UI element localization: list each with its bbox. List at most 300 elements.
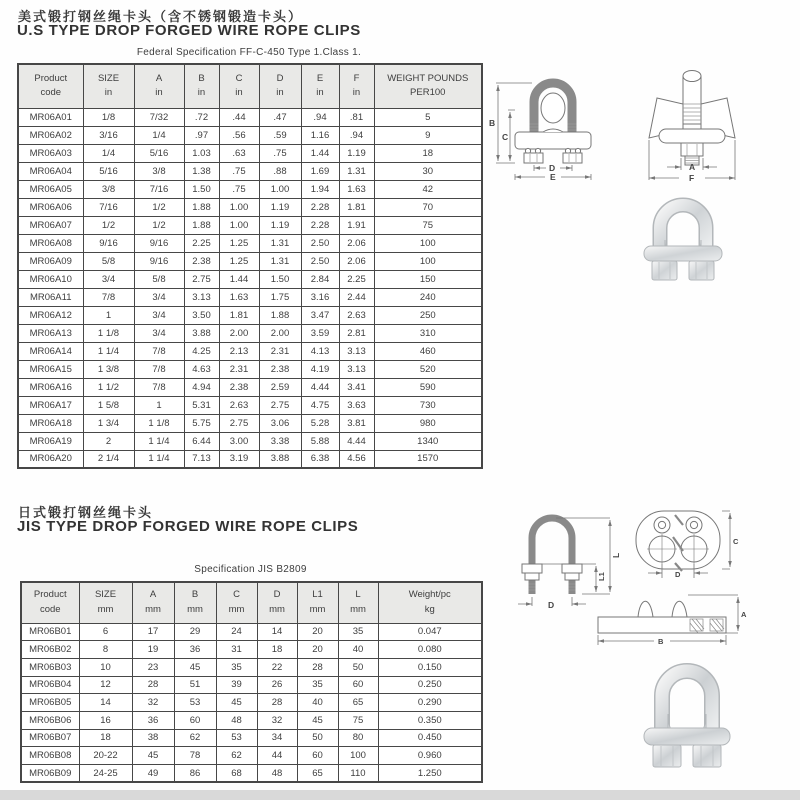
spec-value-cell: 1.19 xyxy=(259,216,301,234)
spec-value-cell: 1.44 xyxy=(301,144,339,162)
spec-value-cell: 3/4 xyxy=(83,270,134,288)
spec-value-cell: 7/8 xyxy=(134,378,184,396)
spec-value-cell: .81 xyxy=(339,108,374,126)
page-bottom-edge xyxy=(0,790,800,800)
us-section-title-english: U.S TYPE DROP FORGED WIRE ROPE CLIPS xyxy=(17,22,361,39)
spec-value-cell: 3/8 xyxy=(134,162,184,180)
spec-value-cell: 1340 xyxy=(374,432,482,450)
spec-value-cell: 62 xyxy=(216,747,257,765)
column-header: D mm xyxy=(257,582,297,623)
spec-value-cell: .94 xyxy=(339,126,374,144)
us-clip-side-diagram xyxy=(637,66,747,186)
spec-value-cell: 38 xyxy=(132,729,174,747)
spec-value-cell: 1570 xyxy=(374,450,482,468)
spec-value-cell: 20-22 xyxy=(79,747,132,765)
product-code-cell: MR06B08 xyxy=(21,747,79,765)
spec-value-cell: 2.28 xyxy=(301,198,339,216)
column-header: SIZE mm xyxy=(79,582,132,623)
jis-dim-label-d-top: D xyxy=(675,570,681,579)
spec-value-cell: 80 xyxy=(338,729,378,747)
column-header: F in xyxy=(339,64,374,108)
spec-value-cell: 40 xyxy=(338,641,378,659)
spec-value-cell: 2.59 xyxy=(259,378,301,396)
spec-value-cell: 1.31 xyxy=(339,162,374,180)
spec-value-cell: 1 3/4 xyxy=(83,414,134,432)
spec-value-cell: 2.25 xyxy=(339,270,374,288)
spec-value-cell: 45 xyxy=(174,658,216,676)
spec-value-cell: 5/8 xyxy=(83,252,134,270)
spec-value-cell: 18 xyxy=(257,641,297,659)
spec-value-cell: 2.31 xyxy=(259,342,301,360)
spec-value-cell: 5.31 xyxy=(184,396,219,414)
product-code-cell: MR06B07 xyxy=(21,729,79,747)
spec-value-cell: 60 xyxy=(174,711,216,729)
table-row xyxy=(21,729,482,747)
spec-value-cell: 3.88 xyxy=(259,450,301,468)
spec-value-cell: 1.00 xyxy=(219,216,259,234)
spec-value-cell: 75 xyxy=(338,711,378,729)
spec-value-cell: 14 xyxy=(79,694,132,712)
table-row xyxy=(18,162,482,180)
spec-value-cell: 100 xyxy=(374,234,482,252)
table-row xyxy=(18,324,482,342)
spec-value-cell: 28 xyxy=(132,676,174,694)
spec-value-cell: 0.080 xyxy=(378,641,482,659)
spec-value-cell: 3.19 xyxy=(219,450,259,468)
spec-value-cell: 42 xyxy=(374,180,482,198)
table-row xyxy=(18,342,482,360)
table-row xyxy=(18,414,482,432)
column-header: Weight/pc kg xyxy=(378,582,482,623)
spec-value-cell: 60 xyxy=(297,747,338,765)
spec-value-cell: 1.19 xyxy=(259,198,301,216)
spec-value-cell: 1.81 xyxy=(339,198,374,216)
spec-value-cell: 4.56 xyxy=(339,450,374,468)
table-row xyxy=(18,360,482,378)
spec-value-cell: 7/16 xyxy=(134,180,184,198)
spec-value-cell: 3.63 xyxy=(339,396,374,414)
product-code-cell: MR06A05 xyxy=(18,180,83,198)
spec-value-cell: 2.06 xyxy=(339,234,374,252)
spec-value-cell: 2.38 xyxy=(219,378,259,396)
table-row xyxy=(18,216,482,234)
spec-value-cell: 0.150 xyxy=(378,658,482,676)
spec-value-cell: 1.25 xyxy=(219,234,259,252)
spec-value-cell: 14 xyxy=(257,623,297,641)
table-row xyxy=(21,676,482,694)
spec-value-cell: .88 xyxy=(259,162,301,180)
column-header: Product code xyxy=(18,64,83,108)
product-code-cell: MR06A03 xyxy=(18,144,83,162)
spec-value-cell: 1/2 xyxy=(134,198,184,216)
spec-value-cell: 730 xyxy=(374,396,482,414)
product-code-cell: MR06A13 xyxy=(18,324,83,342)
table-row xyxy=(21,765,482,783)
spec-value-cell: 86 xyxy=(174,765,216,783)
spec-value-cell: 2.50 xyxy=(301,234,339,252)
spec-value-cell: 32 xyxy=(132,694,174,712)
spec-value-cell: 7/8 xyxy=(134,360,184,378)
spec-value-cell: 44 xyxy=(257,747,297,765)
spec-value-cell: 5/16 xyxy=(83,162,134,180)
product-code-cell: MR06A07 xyxy=(18,216,83,234)
spec-value-cell: 18 xyxy=(374,144,482,162)
spec-value-cell: 5.75 xyxy=(184,414,219,432)
spec-value-cell: 12 xyxy=(79,676,132,694)
spec-value-cell: 3.38 xyxy=(259,432,301,450)
table-row xyxy=(18,270,482,288)
spec-value-cell: 62 xyxy=(174,729,216,747)
spec-value-cell: 2 1/4 xyxy=(83,450,134,468)
spec-value-cell: .44 xyxy=(219,108,259,126)
spec-value-cell: 3.00 xyxy=(219,432,259,450)
column-header: B in xyxy=(184,64,219,108)
us-product-photo xyxy=(618,188,748,293)
spec-value-cell: 0.047 xyxy=(378,623,482,641)
table-row xyxy=(18,198,482,216)
spec-value-cell: 1.69 xyxy=(301,162,339,180)
spec-value-cell: 31 xyxy=(216,641,257,659)
product-code-cell: MR06A02 xyxy=(18,126,83,144)
spec-value-cell: 5 xyxy=(374,108,482,126)
spec-value-cell: 70 xyxy=(374,198,482,216)
spec-value-cell: 1.16 xyxy=(301,126,339,144)
spec-value-cell: 2.00 xyxy=(259,324,301,342)
spec-value-cell: .56 xyxy=(219,126,259,144)
spec-value-cell: 2.63 xyxy=(219,396,259,414)
spec-value-cell: 1/8 xyxy=(83,108,134,126)
product-code-cell: MR06B09 xyxy=(21,765,79,783)
column-header: B mm xyxy=(174,582,216,623)
spec-value-cell: 4.75 xyxy=(301,396,339,414)
spec-value-cell: 2.38 xyxy=(184,252,219,270)
product-code-cell: MR06B04 xyxy=(21,676,79,694)
spec-value-cell: 250 xyxy=(374,306,482,324)
spec-value-cell: 36 xyxy=(174,641,216,659)
spec-value-cell: 2.63 xyxy=(339,306,374,324)
spec-value-cell: 240 xyxy=(374,288,482,306)
spec-value-cell: 1 5/8 xyxy=(83,396,134,414)
column-header: Product code xyxy=(21,582,79,623)
table-row xyxy=(18,108,482,126)
spec-value-cell: 1 1/8 xyxy=(134,414,184,432)
spec-value-cell: 35 xyxy=(297,676,338,694)
spec-value-cell: 1.31 xyxy=(259,234,301,252)
header-row xyxy=(21,582,482,623)
spec-value-cell: 1 xyxy=(134,396,184,414)
table-row xyxy=(18,306,482,324)
spec-value-cell: 16 xyxy=(79,711,132,729)
spec-value-cell: 53 xyxy=(174,694,216,712)
spec-value-cell: 2.50 xyxy=(301,252,339,270)
spec-value-cell: 1.81 xyxy=(219,306,259,324)
spec-value-cell: 3.13 xyxy=(184,288,219,306)
header-row xyxy=(18,64,482,108)
spec-value-cell: 150 xyxy=(374,270,482,288)
spec-value-cell: .75 xyxy=(219,180,259,198)
spec-value-cell: 1.00 xyxy=(219,198,259,216)
spec-value-cell: 0.290 xyxy=(378,694,482,712)
spec-value-cell: 17 xyxy=(132,623,174,641)
spec-value-cell: 0.450 xyxy=(378,729,482,747)
column-header: L mm xyxy=(338,582,378,623)
spec-value-cell: 310 xyxy=(374,324,482,342)
spec-value-cell: 9/16 xyxy=(83,234,134,252)
product-code-cell: MR06B01 xyxy=(21,623,79,641)
spec-value-cell: 2.38 xyxy=(259,360,301,378)
product-code-cell: MR06B02 xyxy=(21,641,79,659)
spec-value-cell: 3.47 xyxy=(301,306,339,324)
spec-value-cell: 4.44 xyxy=(339,432,374,450)
product-code-cell: MR06A08 xyxy=(18,234,83,252)
spec-value-cell: 3.06 xyxy=(259,414,301,432)
spec-value-cell: 7/8 xyxy=(134,342,184,360)
column-header: C in xyxy=(219,64,259,108)
spec-value-cell: 1 1/2 xyxy=(83,378,134,396)
spec-value-cell: 34 xyxy=(257,729,297,747)
spec-value-cell: 1/4 xyxy=(134,126,184,144)
spec-value-cell: 3/8 xyxy=(83,180,134,198)
spec-value-cell: 1 xyxy=(83,306,134,324)
spec-value-cell: 3/16 xyxy=(83,126,134,144)
jis-spec-note: Specification JIS B2809 xyxy=(194,564,307,575)
table-row xyxy=(21,658,482,676)
spec-value-cell: 19 xyxy=(132,641,174,659)
spec-value-cell: 590 xyxy=(374,378,482,396)
spec-value-cell: 100 xyxy=(338,747,378,765)
table-row xyxy=(18,234,482,252)
us-dim-label-b: B xyxy=(489,118,496,128)
us-dim-label-a: A xyxy=(689,162,696,172)
spec-value-cell: 45 xyxy=(132,747,174,765)
spec-value-cell: 50 xyxy=(297,729,338,747)
spec-value-cell: 3.88 xyxy=(184,324,219,342)
us-clip-front-diagram xyxy=(488,66,623,186)
spec-value-cell: 1.63 xyxy=(339,180,374,198)
table-row xyxy=(21,747,482,765)
us-dim-label-c: C xyxy=(502,132,509,142)
spec-value-cell: 1.38 xyxy=(184,162,219,180)
product-code-cell: MR06A10 xyxy=(18,270,83,288)
jis-dim-label-c: C xyxy=(733,537,739,546)
product-code-cell: MR06A04 xyxy=(18,162,83,180)
spec-value-cell: 0.350 xyxy=(378,711,482,729)
table-row xyxy=(18,252,482,270)
spec-value-cell: 36 xyxy=(132,711,174,729)
spec-value-cell: 6.44 xyxy=(184,432,219,450)
spec-value-cell: 100 xyxy=(374,252,482,270)
spec-value-cell: 1.250 xyxy=(378,765,482,783)
table-row xyxy=(18,378,482,396)
spec-value-cell: 0.250 xyxy=(378,676,482,694)
spec-value-cell: 20 xyxy=(297,623,338,641)
spec-value-cell: 1 1/4 xyxy=(83,342,134,360)
spec-value-cell: 4.94 xyxy=(184,378,219,396)
spec-value-cell: 2.31 xyxy=(219,360,259,378)
spec-value-cell: 4.25 xyxy=(184,342,219,360)
spec-value-cell: 2.00 xyxy=(219,324,259,342)
spec-value-cell: 1 1/4 xyxy=(134,432,184,450)
product-code-cell: MR06B03 xyxy=(21,658,79,676)
spec-value-cell: 60 xyxy=(338,676,378,694)
spec-value-cell: 1.25 xyxy=(219,252,259,270)
table-row xyxy=(21,711,482,729)
product-code-cell: MR06A19 xyxy=(18,432,83,450)
spec-value-cell: 2.75 xyxy=(219,414,259,432)
spec-value-cell: 45 xyxy=(216,694,257,712)
column-header: A in xyxy=(134,64,184,108)
spec-value-cell: 23 xyxy=(132,658,174,676)
spec-value-cell: 4.19 xyxy=(301,360,339,378)
product-code-cell: MR06A18 xyxy=(18,414,83,432)
spec-value-cell: 65 xyxy=(338,694,378,712)
column-header: SIZE in xyxy=(83,64,134,108)
column-header: E in xyxy=(301,64,339,108)
jis-product-photo xyxy=(622,648,752,783)
table-row xyxy=(18,144,482,162)
table-row xyxy=(18,126,482,144)
jis-dim-label-b: B xyxy=(658,637,664,646)
spec-value-cell: 28 xyxy=(257,694,297,712)
column-header: WEIGHT POUNDS PER100 xyxy=(374,64,482,108)
spec-value-cell: 9/16 xyxy=(134,252,184,270)
spec-value-cell: 22 xyxy=(257,658,297,676)
spec-value-cell: 3.16 xyxy=(301,288,339,306)
table-row xyxy=(18,288,482,306)
product-code-cell: MR06A17 xyxy=(18,396,83,414)
spec-value-cell: .94 xyxy=(301,108,339,126)
spec-value-cell: 3.50 xyxy=(184,306,219,324)
spec-value-cell: 8 xyxy=(79,641,132,659)
spec-value-cell: 4.13 xyxy=(301,342,339,360)
spec-value-cell: 9/16 xyxy=(134,234,184,252)
table-row xyxy=(21,623,482,641)
spec-value-cell: 3.81 xyxy=(339,414,374,432)
spec-value-cell: 1/4 xyxy=(83,144,134,162)
spec-value-cell: 7/16 xyxy=(83,198,134,216)
spec-value-cell: 40 xyxy=(297,694,338,712)
spec-value-cell: 53 xyxy=(216,729,257,747)
spec-value-cell: 2.81 xyxy=(339,324,374,342)
product-code-cell: MR06A12 xyxy=(18,306,83,324)
spec-value-cell: 6.38 xyxy=(301,450,339,468)
jis-dim-label-l: L xyxy=(611,552,621,558)
us-dim-label-d: D xyxy=(549,163,556,173)
spec-value-cell: 4.44 xyxy=(301,378,339,396)
spec-value-cell: 7.13 xyxy=(184,450,219,468)
product-code-cell: MR06B05 xyxy=(21,694,79,712)
spec-value-cell: 2.13 xyxy=(219,342,259,360)
spec-value-cell: 5/16 xyxy=(134,144,184,162)
spec-value-cell: .72 xyxy=(184,108,219,126)
spec-value-cell: 78 xyxy=(174,747,216,765)
spec-value-cell: 28 xyxy=(297,658,338,676)
spec-value-cell: 2.75 xyxy=(259,396,301,414)
spec-value-cell: 5.28 xyxy=(301,414,339,432)
spec-value-cell: 29 xyxy=(174,623,216,641)
jis-section-title-english: JIS TYPE DROP FORGED WIRE ROPE CLIPS xyxy=(17,518,359,535)
spec-value-cell: .59 xyxy=(259,126,301,144)
spec-value-cell: 3.13 xyxy=(339,360,374,378)
spec-value-cell: 75 xyxy=(374,216,482,234)
spec-value-cell: 2.25 xyxy=(184,234,219,252)
jis-clip-top-diagram xyxy=(630,503,740,583)
table-row xyxy=(21,694,482,712)
product-code-cell: MR06A11 xyxy=(18,288,83,306)
column-header: L1 mm xyxy=(297,582,338,623)
spec-value-cell: 32 xyxy=(257,711,297,729)
spec-value-cell: .75 xyxy=(259,144,301,162)
spec-value-cell: 3.59 xyxy=(301,324,339,342)
spec-value-cell: 4.63 xyxy=(184,360,219,378)
spec-value-cell: 1.31 xyxy=(259,252,301,270)
column-header: D in xyxy=(259,64,301,108)
spec-value-cell: 1.19 xyxy=(339,144,374,162)
spec-value-cell: 1.44 xyxy=(219,270,259,288)
spec-value-cell: 1.91 xyxy=(339,216,374,234)
spec-value-cell: 520 xyxy=(374,360,482,378)
spec-value-cell: 3/4 xyxy=(134,306,184,324)
spec-value-cell: 39 xyxy=(216,676,257,694)
spec-value-cell: 2.06 xyxy=(339,252,374,270)
spec-value-cell: 460 xyxy=(374,342,482,360)
spec-value-cell: .75 xyxy=(219,162,259,180)
product-code-cell: MR06A01 xyxy=(18,108,83,126)
spec-value-cell: 1.94 xyxy=(301,180,339,198)
spec-value-cell: 1/2 xyxy=(134,216,184,234)
spec-value-cell: 1.03 xyxy=(184,144,219,162)
spec-value-cell: 45 xyxy=(297,711,338,729)
spec-value-cell: 3/4 xyxy=(134,288,184,306)
spec-value-cell: 1/2 xyxy=(83,216,134,234)
spec-value-cell: 1.75 xyxy=(259,288,301,306)
table-row xyxy=(18,180,482,198)
spec-value-cell: 110 xyxy=(338,765,378,783)
jis-spec-table xyxy=(20,581,483,783)
spec-value-cell: 6 xyxy=(79,623,132,641)
spec-value-cell: 24 xyxy=(216,623,257,641)
column-header: A mm xyxy=(132,582,174,623)
spec-value-cell: 1 3/8 xyxy=(83,360,134,378)
spec-value-cell: 9 xyxy=(374,126,482,144)
spec-value-cell: 0.960 xyxy=(378,747,482,765)
jis-section-title-chinese: 日式锻打钢丝绳卡头 xyxy=(18,505,154,520)
spec-value-cell: 1.88 xyxy=(184,198,219,216)
spec-value-cell: 1 1/4 xyxy=(134,450,184,468)
table-row xyxy=(21,641,482,659)
spec-value-cell: 26 xyxy=(257,676,297,694)
spec-value-cell: 50 xyxy=(338,658,378,676)
us-section-title-chinese: 美式锻打钢丝绳卡头（含不锈钢锻造卡头） xyxy=(18,9,304,24)
table-row xyxy=(18,432,482,450)
jis-saddle-diagram xyxy=(592,585,747,650)
spec-value-cell: 68 xyxy=(216,765,257,783)
spec-value-cell: .47 xyxy=(259,108,301,126)
product-code-cell: MR06B06 xyxy=(21,711,79,729)
spec-value-cell: 2 xyxy=(83,432,134,450)
spec-value-cell: 2.28 xyxy=(301,216,339,234)
column-header: C mm xyxy=(216,582,257,623)
product-code-cell: MR06A06 xyxy=(18,198,83,216)
spec-value-cell: .97 xyxy=(184,126,219,144)
spec-value-cell: 3/4 xyxy=(134,324,184,342)
spec-value-cell: 7/8 xyxy=(83,288,134,306)
spec-value-cell: 980 xyxy=(374,414,482,432)
spec-value-cell: 1.63 xyxy=(219,288,259,306)
spec-value-cell: 48 xyxy=(257,765,297,783)
jis-dim-label-a: A xyxy=(741,610,747,619)
spec-value-cell: .63 xyxy=(219,144,259,162)
